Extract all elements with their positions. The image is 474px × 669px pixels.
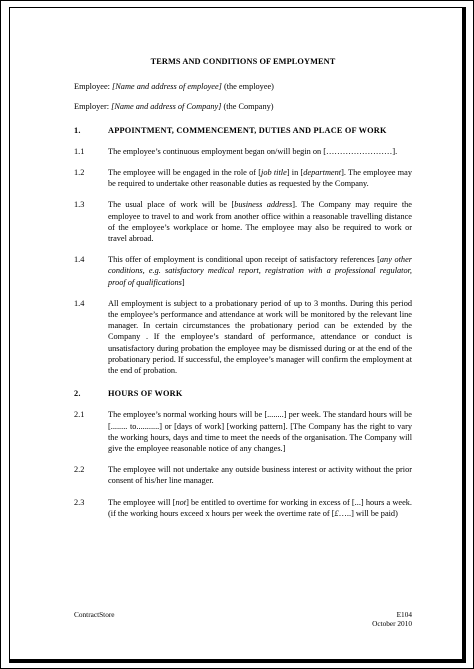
section-title: HOURS OF WORK: [108, 389, 183, 399]
clause-1-3: [74, 199, 412, 244]
clause-1-4-probation: [74, 298, 412, 376]
document-body: [74, 56, 412, 529]
clause-text: The employee’s normal working hours will be [........] per week. The standard hours will be [........ to...........] or [days of work] [working pattern]. [The Company has the right to vary the working hours, days and time to meet the needs of the organisation. The Company will give the employee reasonable notice of any changes.]: [108, 410, 412, 454]
clause-2-2: [74, 464, 412, 486]
clause-number: 1.3: [74, 200, 85, 210]
footer-reference: [372, 610, 412, 628]
clause-text-part: The usual place of work will be [: [108, 200, 235, 210]
clause-text: The employee will not undertake any outside business interest or activity without the prior consent of his/her line manager.: [108, 465, 412, 486]
employer-suffix: (the Company): [223, 102, 274, 112]
clause-text: [108, 254, 412, 288]
clause-text-part: …..] will be paid): [338, 508, 398, 518]
clause-text: [108, 497, 412, 519]
employee-line: [74, 81, 412, 92]
employee-suffix: (the employee): [223, 82, 274, 92]
clause-1-4-conditions: [74, 254, 412, 288]
clause-text: [108, 199, 412, 244]
employer-line: [74, 101, 412, 112]
clause-text-part: ]. The Company may require the employee to travel to and work from another office within a reasonable travelling distance of the employee’s workplace or home. The employee may also be required to work or travel abroad.: [108, 200, 412, 244]
clause-text: The employee’s continuous employment began on/will begin on [……………………].: [108, 146, 398, 156]
clause-text-part: ] be entitled to overtime for working in excess of [...] hours a week. (if the working hours exceed x hours per week the overtime rate of [: [108, 497, 412, 518]
clause-text-part: ] in [: [286, 168, 304, 178]
employee-placeholder: [Name and address of employee]: [112, 82, 222, 92]
clause-2-3: [74, 497, 412, 519]
document-page: [9, 7, 466, 663]
clause-placeholder: job title: [261, 168, 287, 178]
footer-code: E104: [396, 610, 412, 619]
clause-2-1: [74, 409, 412, 454]
section-title: APPOINTMENT, COMMENCEMENT, DUTIES AND PLACE OF WORK: [108, 125, 387, 135]
clause-placeholder: not: [175, 497, 187, 507]
clause-text-part: ]. The employee may be required to undertake other reasonable duties as requested by the Company.: [108, 168, 412, 189]
employer-label: Employer:: [74, 102, 110, 112]
section-number: 2.: [74, 389, 81, 399]
clause-number: 2.2: [74, 465, 85, 475]
clause-1-1: [74, 146, 412, 157]
footer-brand: ContractStore: [74, 610, 115, 619]
clause-placeholder: any other conditions, e.g. satisfactory medical report, registration with a professional regulator, proof of qualifications: [108, 255, 412, 287]
clause-text-part: This offer of employment is conditional upon receipt of satisfactory references [: [108, 255, 380, 265]
clause-number: 1.2: [74, 168, 85, 178]
employee-label: Employee:: [74, 82, 110, 92]
section-1-heading: [74, 125, 412, 136]
clause-text: [108, 167, 412, 189]
clause-number: 1.1: [74, 146, 85, 156]
clause-placeholder: business address: [234, 200, 293, 210]
employer-placeholder: [Name and address of Company]: [111, 102, 222, 112]
clause-text-part: The employee will [: [108, 497, 176, 507]
clause-1-2: [74, 167, 412, 189]
clause-placeholder: £: [334, 508, 339, 518]
clause-text-part: ]: [181, 277, 185, 287]
clause-text-part: The employee will be engaged in the role of [: [108, 168, 262, 178]
section-2-heading: [74, 388, 412, 399]
clause-number: 1.4: [74, 255, 85, 265]
document-title: TERMS AND CONDITIONS OF EMPLOYMENT: [150, 57, 336, 66]
clause-text: All employment is subject to a probationary period of up to 3 months. During this period the employee’s performance and attendance at work will be monitored by the relevant line manager. In certain circumstances the probationary period can be extended by the Company . If the employee’s standard of performance, attendance or conduct is unsatisfactory during probation the employee may be dismissed during or at the end of the probationary period. If successful, the employee’s manager will confirm the employment at the end of probation.: [108, 298, 412, 376]
clause-number: 2.1: [74, 410, 85, 420]
footer-date: October 2010: [372, 619, 412, 628]
section-number: 1.: [74, 125, 81, 135]
clause-placeholder: department: [303, 168, 342, 178]
clause-number: 2.3: [74, 497, 85, 507]
clause-number: 1.4: [74, 298, 85, 308]
